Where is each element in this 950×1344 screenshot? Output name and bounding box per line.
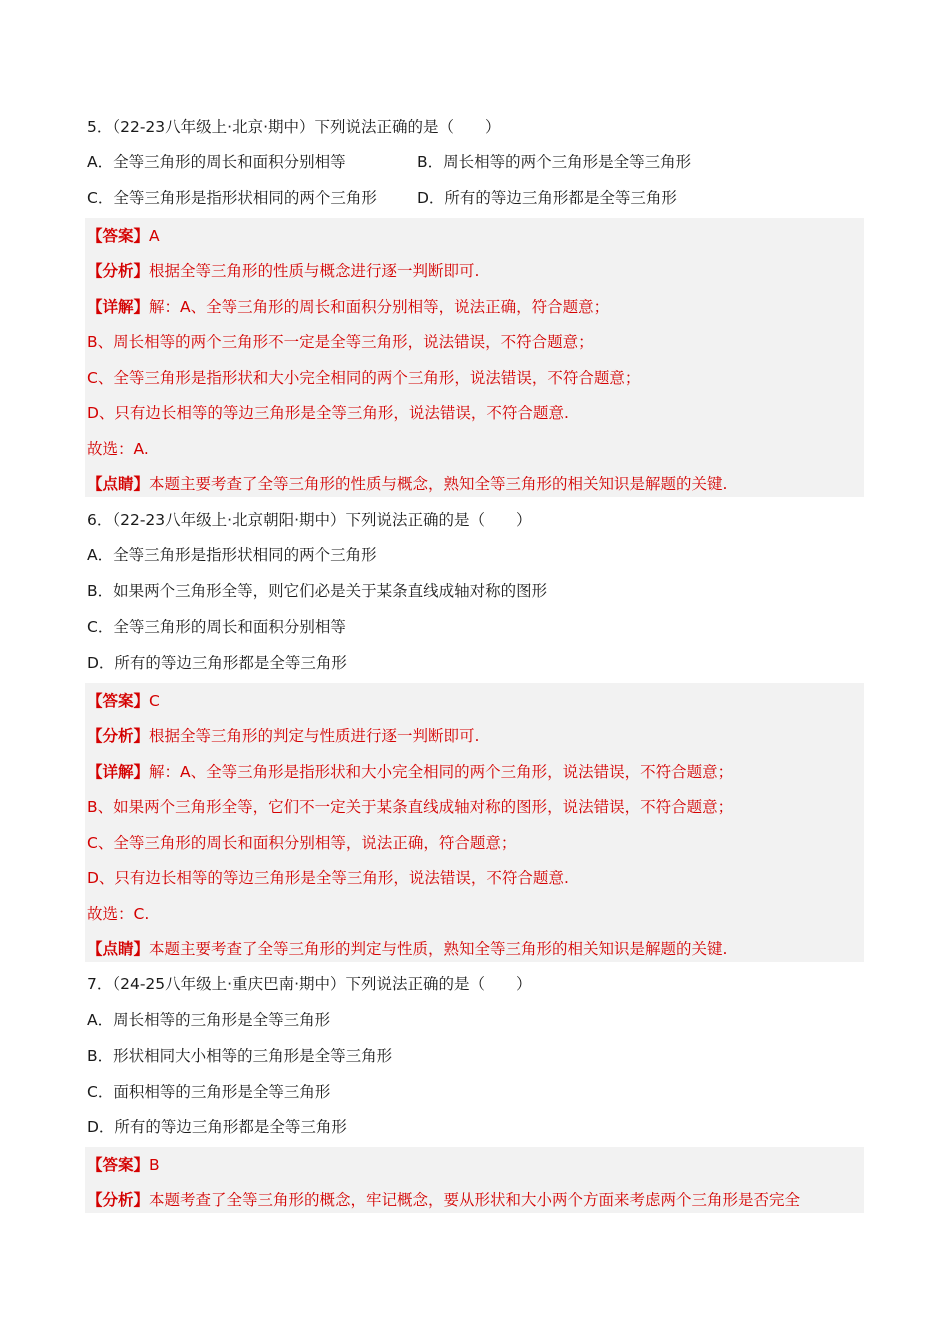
- q6-detail-line-3: C、全等三角形的周长和面积分别相等，说法正确，符合题意；: [87, 834, 517, 852]
- q6-stem: 6．（22-23八年级上·北京朝阳·期中）下列说法正确的是（ ）: [87, 511, 532, 529]
- q5-detail-line-1: [87, 289, 609, 325]
- q5-detail-line-2: B、周长相等的两个三角形不一定是全等三角形，说法错误，不符合题意；: [87, 333, 594, 351]
- answer-tag: 【答案】: [87, 227, 150, 245]
- q7-stem: 7．（24-25八年级上·重庆巴南·期中）下列说法正确的是（ ）: [87, 975, 532, 993]
- q5-option-c: C．全等三角形是指形状相同的两个三角形: [87, 189, 377, 207]
- answer-tag: 【答案】: [87, 1156, 150, 1174]
- detail-text: 解：A、全等三角形的周长和面积分别相等，说法正确，符合题意；: [149, 298, 610, 316]
- comment-tag: 【点睛】: [87, 940, 150, 958]
- q5-solution-block: [85, 218, 864, 497]
- analysis-tag: 【分析】: [87, 727, 150, 745]
- q5-analysis: [87, 253, 479, 289]
- q7-solution-block: [85, 1147, 864, 1213]
- q5-answer: [87, 218, 160, 254]
- q6-option-a: A．全等三角形是指形状相同的两个三角形: [87, 546, 377, 564]
- analysis-text: 本题考查了全等三角形的概念，牢记概念，要从形状和大小两个方面来考虑两个三角形是否完全: [149, 1191, 801, 1209]
- q5-option-d: D．所有的等边三角形都是全等三角形: [417, 189, 677, 207]
- detail-tag: 【详解】: [87, 763, 150, 781]
- q7-option-a: A．周长相等的三角形是全等三角形: [87, 1011, 331, 1029]
- comment-text: 本题主要考查了全等三角形的性质与概念，熟知全等三角形的相关知识是解题的关键.: [149, 475, 728, 493]
- q5-option-row-2: [87, 180, 677, 216]
- analysis-tag: 【分析】: [87, 1191, 150, 1209]
- q6-option-d: D．所有的等边三角形都是全等三角形: [87, 654, 347, 672]
- q7-answer: [87, 1147, 160, 1183]
- detail-text: 解：A、全等三角形是指形状和大小完全相同的两个三角形，说法错误，不符合题意；: [149, 763, 734, 781]
- q5-choice: 故选：A.: [87, 440, 149, 458]
- q5-option-b: B．周长相等的两个三角形是全等三角形: [417, 153, 692, 171]
- q6-answer: [87, 683, 160, 719]
- q6-option-b: B．如果两个三角形全等，则它们必是关于某条直线成轴对称的图形: [87, 582, 548, 600]
- q6-detail-line-2: B、如果两个三角形全等，它们不一定关于某条直线成轴对称的图形，说法错误，不符合题意；: [87, 798, 734, 816]
- q5-detail-line-3: C、全等三角形是指形状和大小完全相同的两个三角形，说法错误，不符合题意；: [87, 369, 641, 387]
- analysis-text: 根据全等三角形的判定与性质进行逐一判断即可.: [149, 727, 480, 745]
- q6-analysis: [87, 718, 479, 754]
- comment-text: 本题主要考查了全等三角形的判定与性质，熟知全等三角形的相关知识是解题的关键.: [149, 940, 728, 958]
- q6-detail-line-4: D、只有边长相等的等边三角形是全等三角形，说法错误，不符合题意.: [87, 869, 569, 887]
- answer-tag: 【答案】: [87, 692, 150, 710]
- analysis-tag: 【分析】: [87, 262, 150, 280]
- answer-value: B: [149, 1156, 160, 1174]
- answer-value: A: [149, 227, 160, 245]
- q7-analysis: [87, 1182, 800, 1218]
- q6-comment: [87, 931, 727, 967]
- q7-option-b: B．形状相同大小相等的三角形是全等三角形: [87, 1047, 393, 1065]
- q5-stem: 5．（22-23八年级上·北京·期中）下列说法正确的是（ ）: [87, 118, 501, 136]
- q6-choice: 故选：C.: [87, 905, 150, 923]
- q7-option-d: D．所有的等边三角形都是全等三角形: [87, 1118, 347, 1136]
- detail-tag: 【详解】: [87, 298, 150, 316]
- q5-comment: [87, 466, 727, 502]
- answer-value: C: [149, 692, 160, 710]
- q5-option-a: A．全等三角形的周长和面积分别相等: [87, 153, 346, 171]
- comment-tag: 【点睛】: [87, 475, 150, 493]
- q5-detail-line-4: D、只有边长相等的等边三角形是全等三角形，说法错误，不符合题意.: [87, 404, 569, 422]
- q5-option-row-1: [87, 144, 692, 180]
- q6-detail-line-1: [87, 754, 733, 790]
- q6-solution-block: [85, 683, 864, 962]
- q7-option-c: C．面积相等的三角形是全等三角形: [87, 1083, 331, 1101]
- analysis-text: 根据全等三角形的性质与概念进行逐一判断即可.: [149, 262, 480, 280]
- q6-option-c: C．全等三角形的周长和面积分别相等: [87, 618, 346, 636]
